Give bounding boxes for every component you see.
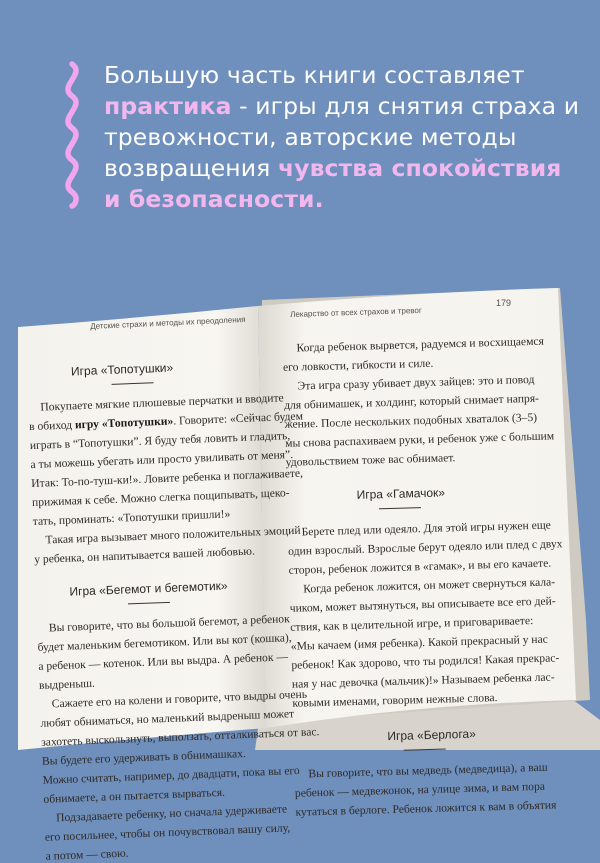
game1-line-0: Покупаете мягкие плюшевые перчатки и вводите bbox=[40, 391, 284, 414]
game1-line-7: Такая игра вызывает много положительных эмоций bbox=[45, 523, 301, 547]
game3-line-7: ребенок! Как здорово, что ты родился! Какая прекрас- bbox=[291, 651, 560, 672]
intro-line-5: мы снова распахиваем руки, и ребенок уже с большим bbox=[284, 429, 555, 450]
game2-line-1: будет маленьким бегемотиком. Или вы кот (кошка), bbox=[37, 631, 292, 654]
headline-text-3: . bbox=[314, 185, 324, 213]
game4-title: Игра «Берлога» bbox=[387, 726, 476, 744]
game3-line-0: Берете плед или одеяло. Для этой игры нужен еще bbox=[301, 518, 552, 539]
game2-line-12: а потом — свою. bbox=[45, 846, 129, 863]
game2-line-5: любят обниматься, но маленький выдреныш может bbox=[40, 707, 295, 730]
game1-title: Игра «Топотушки» bbox=[70, 360, 174, 379]
intro-line-4: жение. После нескольких подобных хваталок (3–5) bbox=[284, 410, 538, 431]
game3-line-5: ствия, как в целительной игре, и приговариваете: bbox=[290, 614, 534, 634]
game2-line-9: обнимаете, а он пытается вырваться. bbox=[43, 785, 226, 806]
game1-line-4: Итак: То-по-туш-ки!». Ловите ребенка и поглаживаете, bbox=[31, 466, 304, 491]
game2-line-10: Подзадаваете ребенку, но сначала удерживаете bbox=[55, 802, 288, 825]
game2-line-6: захотеть выскользнуть, выползать, отталкиваться от вас. bbox=[40, 725, 320, 749]
game3-line-2: сторон, ребенок ложится в «гамак», и вы его качаете. bbox=[288, 556, 552, 577]
game2-line-8: Можно считать, например, до двадцати, пока вы его bbox=[42, 763, 300, 787]
game2-line-2: а ребенок — котенок. Или вы выдра. А ребенок — bbox=[38, 650, 289, 673]
left-running-header: Детские страхи и методы их преодоления bbox=[90, 314, 246, 331]
game1-bold-name: игру «Топотушки» bbox=[74, 414, 174, 432]
game4-line-0: Вы говорите, что вы медведь (медведица), а ваш bbox=[308, 760, 548, 781]
intro-line-6: удовольствием тоже вас обнимает. bbox=[285, 451, 456, 469]
game2-line-7: Вы будете его удерживать в обнимашках. bbox=[41, 747, 247, 768]
game2-line-0: Вы говорите, что вы большой бегемот, а ребенок bbox=[48, 612, 290, 635]
intro-line-1: его ловкости, гибкости и силе. bbox=[282, 356, 434, 374]
game1-line-5: прижимая к себе. Можно слегка пощипывать, щеко- bbox=[31, 486, 290, 510]
game4-line-1: ребенок — медвежонок, на улице зима, и вам пора bbox=[294, 779, 546, 800]
game1-line-2: играть в “Топотушки”. Я буду тебя ловить и гладить, bbox=[29, 429, 291, 453]
game3-rule bbox=[379, 507, 421, 509]
game3-line-4: чиком, может вытянуться, вы описываете все его дей- bbox=[289, 594, 556, 615]
game4-line-2: кутаться в берлоге. Ребенок ложится к вам в объятия bbox=[295, 798, 557, 819]
game3-line-1: один взрослый. Взрослые берут одеяло или плед с двух bbox=[288, 537, 563, 558]
game1-line-8: у ребенка, он напитывается вашей любовью. bbox=[33, 544, 256, 566]
intro-line-0: Когда ребенок вырвется, радуемся и восхищаемся bbox=[296, 334, 545, 355]
headline-highlight-1: практика bbox=[104, 92, 232, 120]
game3-line-3: Когда ребенок ложится, он может свернуться кала- bbox=[303, 575, 556, 596]
intro-line-3: для обнимашек, и холдинг, который снимает напря- bbox=[283, 391, 540, 412]
game3-title: Игра «Гамачок» bbox=[356, 485, 446, 502]
headline-text-1: Большую часть книги составляет bbox=[104, 61, 525, 89]
intro-line-2: Эта игра сразу убивает двух зайцев: это и повод bbox=[297, 372, 535, 393]
page-number: 179 bbox=[496, 298, 512, 308]
game2-line-11: его посильнее, чтобы он почувствовал вашу силу, bbox=[44, 821, 291, 844]
game2-title: Игра «Бегемот и бегемотик» bbox=[69, 578, 228, 599]
game1-line-3: а ты можешь убегать или просто увиливать от меня”. bbox=[30, 447, 294, 472]
headline-text-2: - игры для снятия страха и тревожности, авторские методы возвращения bbox=[104, 92, 580, 182]
game1-line-1: в обиход игру «Топотушки». Говорите: «Сейчас будем bbox=[28, 409, 304, 434]
headline-highlight-2: чувства спокойствия и безопасности bbox=[104, 154, 562, 213]
game1-line-6: тать, проминать: «Топотушки пришли!» bbox=[32, 507, 231, 529]
game3-line-9: ковыми именами, говорим нежные слова. bbox=[292, 691, 498, 710]
game2-line-3: выдреныш. bbox=[38, 676, 96, 692]
game2-line-4: Сажаете его на колени и говорите, что выдры очень bbox=[51, 687, 308, 711]
right-text-block bbox=[280, 322, 581, 819]
right-running-header: Лекарство от всех страхов и тревог bbox=[290, 305, 422, 319]
game3-line-6: «Мы качаем (имя ребенка). Какой прекрасный у нас bbox=[290, 632, 548, 653]
game3-line-8: ная у нас девочка (мальчик)!» Называем ребенка лас- bbox=[291, 670, 555, 691]
